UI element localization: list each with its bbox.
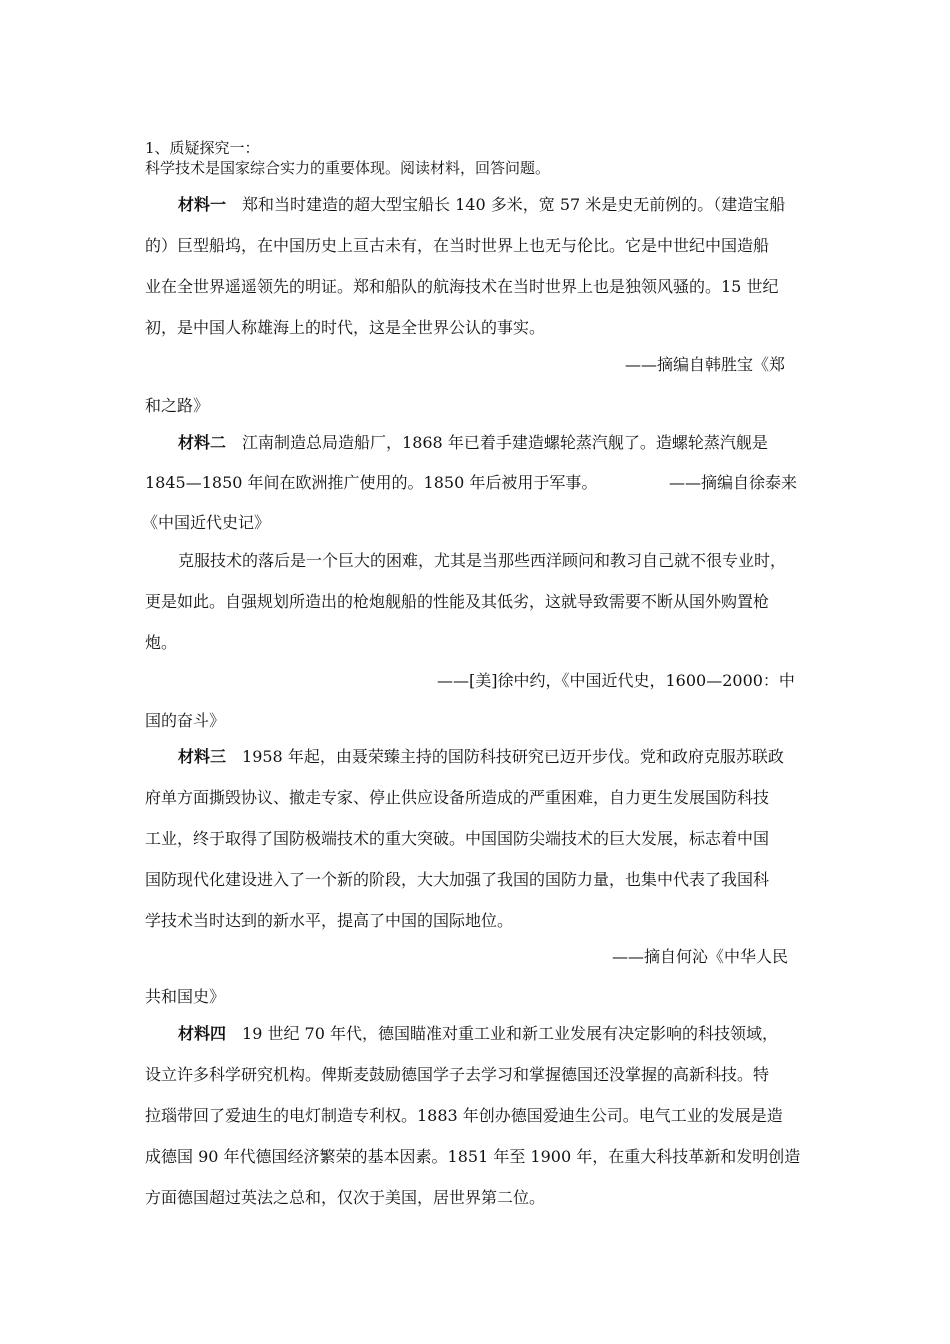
material2-first-line: [178, 432, 768, 454]
material3-source-cont: 共和国史》: [145, 987, 226, 1006]
question-intro: 科学技术是国家综合实力的重要体现。阅读材料，回答问题。: [145, 159, 551, 177]
material2-para-line1: 克服技术的落后是一个巨大的困难，尤其是当那些西洋顾问和教习自己就不很专业时，: [178, 551, 787, 570]
material4-line4: 成德国 90 年代德国经济繁荣的基本因素。1851 年至 1900 年，在重大科技革新和发明创造: [145, 1147, 801, 1166]
material1-source: ——摘编自韩胜宝《郑: [625, 355, 786, 374]
material2-source-cont: 《中国近代史记》: [142, 513, 271, 532]
material3-line1: 1958 年起，由聂荣臻主持的国防科技研究已迈开步伐。党和政府克服苏联政: [242, 747, 784, 766]
material3-line4: 国防现代化建设进入了一个新的阶段，大大加强了我国的国防力量，也集中代表了我国科: [145, 870, 770, 889]
material4-label: 材料四: [178, 1024, 227, 1043]
material2-para-source-cont: 国的奋斗》: [145, 711, 226, 730]
material3-first-line: [178, 746, 784, 768]
material4-line2: 设立许多科学研究机构。俾斯麦鼓励德国学子去学习和掌握德国还没掌握的高新科技。特: [145, 1065, 770, 1084]
material2-para-line3: 炮。: [145, 633, 178, 652]
material2-line2: 1845—1850 年间在欧洲推广使用的。1850 年后被用于军事。: [145, 473, 598, 492]
material3-source: ——摘自何沁《中华人民: [612, 947, 789, 966]
material3-label: 材料三: [178, 747, 227, 766]
question-title: 1、质疑探究一：: [145, 139, 260, 157]
material1-label: 材料一: [178, 195, 227, 214]
material3-line2: 府单方面撕毁协议、撤走专家、停止供应设备所造成的严重困难，自力更生发展国防科技: [145, 788, 770, 807]
material2-label: 材料二: [178, 433, 227, 452]
material4-line3: 拉瑙带回了爱迪生的电灯制造专利权。1883 年创办德国爱迪生公司。电气工业的发展是造: [145, 1106, 783, 1125]
material1-line1: 郑和当时建造的超大型宝船长 140 多米，宽 57 米是史无前例的。（建造宝船: [242, 195, 786, 214]
material1-line3: 业在全世界遥遥领先的明证。郑和船队的航海技术在当时世界上也是独领风骚的。15 世纪: [145, 277, 779, 296]
material2-line1: 江南制造总局造船厂，1868 年已着手建造螺轮蒸汽舰了。造螺轮蒸汽舰是: [242, 433, 768, 452]
material2-para-line2: 更是如此。自强规划所造出的枪炮舰船的性能及其低劣，这就导致需要不断从国外购置枪: [145, 592, 770, 611]
material1-line2: 的）巨型船坞，在中国历史上亘古未有，在当时世界上也无与伦比。它是中世纪中国造船: [145, 236, 770, 255]
material2-source: ——摘编自徐泰来: [669, 473, 798, 492]
material4-first-line: [178, 1023, 778, 1045]
material1-line4: 初，是中国人称雄海上的时代，这是全世界公认的事实。: [145, 318, 546, 337]
material4-line1: 19 世纪 70 年代，德国瞄准对重工业和新工业发展有决定影响的科技领域，: [242, 1024, 778, 1043]
material1-source-cont: 和之路》: [145, 396, 210, 415]
material1-first-line: [178, 194, 785, 216]
material3-line5: 学技术当时达到的新水平，提高了中国的国际地位。: [145, 911, 514, 930]
material3-line3: 工业，终于取得了国防极端技术的重大突破。中国国防尖端技术的巨大发展，标志着中国: [145, 829, 770, 848]
material2-para-source: ——[美]徐中约，《中国近代史，1600—2000：中: [437, 671, 795, 690]
material4-line5: 方面德国超过英法之总和，仅次于美国，居世界第二位。: [145, 1188, 546, 1207]
